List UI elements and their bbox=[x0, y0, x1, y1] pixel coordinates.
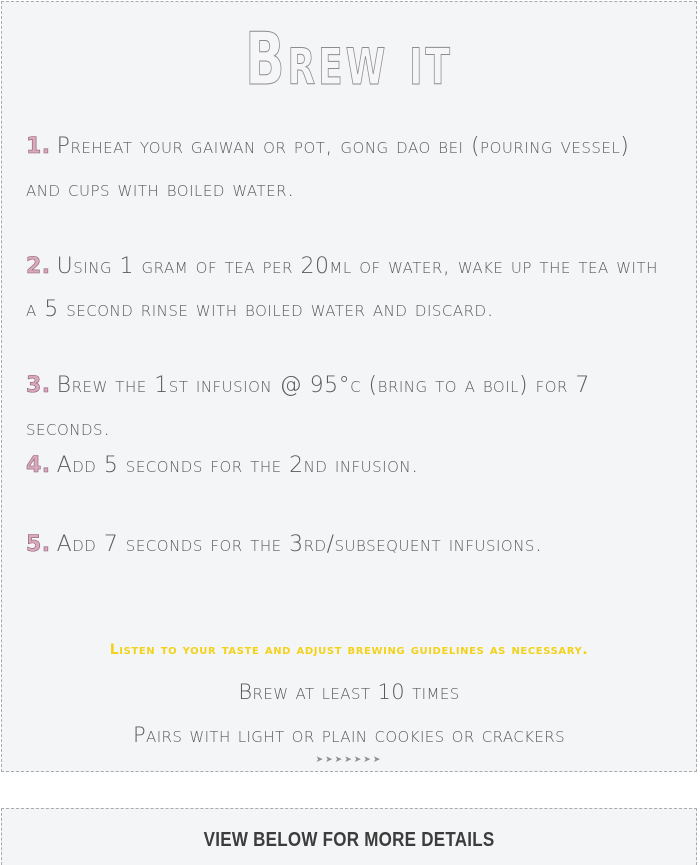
step-number: 5. bbox=[26, 532, 51, 557]
step-number: 2. bbox=[26, 254, 51, 279]
more-details-label[interactable]: VIEW BELOW FOR MORE DETAILS bbox=[203, 829, 495, 851]
step-2 bbox=[26, 245, 666, 331]
arrow-divider-icon: ➤➤➤➤➤➤➤ bbox=[315, 755, 383, 765]
step-text: Add 7 seconds for the 3rd/subsequent infusions. bbox=[56, 532, 543, 557]
step-3 bbox=[26, 364, 666, 450]
step-text: Brew the 1st infusion @ 95°c (bring to a boil) for 7 seconds. bbox=[26, 373, 590, 441]
step-number: 3. bbox=[26, 373, 51, 398]
brew-instructions-card bbox=[1, 1, 697, 772]
brewing-notice: Listen to your taste and adjust brewing guidelines as necessary. bbox=[109, 642, 589, 658]
step-4 bbox=[26, 444, 666, 487]
page-title: Brew it bbox=[245, 17, 453, 101]
step-text: Preheat your gaiwan or pot, gong dao bei (pouring vessel) and cups with boiled water. bbox=[26, 134, 630, 202]
step-number: 1. bbox=[26, 134, 51, 159]
step-5 bbox=[26, 523, 666, 566]
step-1 bbox=[26, 125, 666, 211]
more-details-banner[interactable] bbox=[1, 808, 697, 865]
pairing-text: Pairs with light or plain cookies or crackers bbox=[132, 723, 566, 747]
step-text: Using 1 gram of tea per 20ml of water, wake up the tea with a 5 second rinse with boiled water and discard. bbox=[26, 254, 658, 322]
step-text: Add 5 seconds for the 2nd infusion. bbox=[56, 453, 419, 478]
brew-times-text: Brew at least 10 times bbox=[238, 680, 460, 704]
step-number: 4. bbox=[26, 453, 51, 478]
